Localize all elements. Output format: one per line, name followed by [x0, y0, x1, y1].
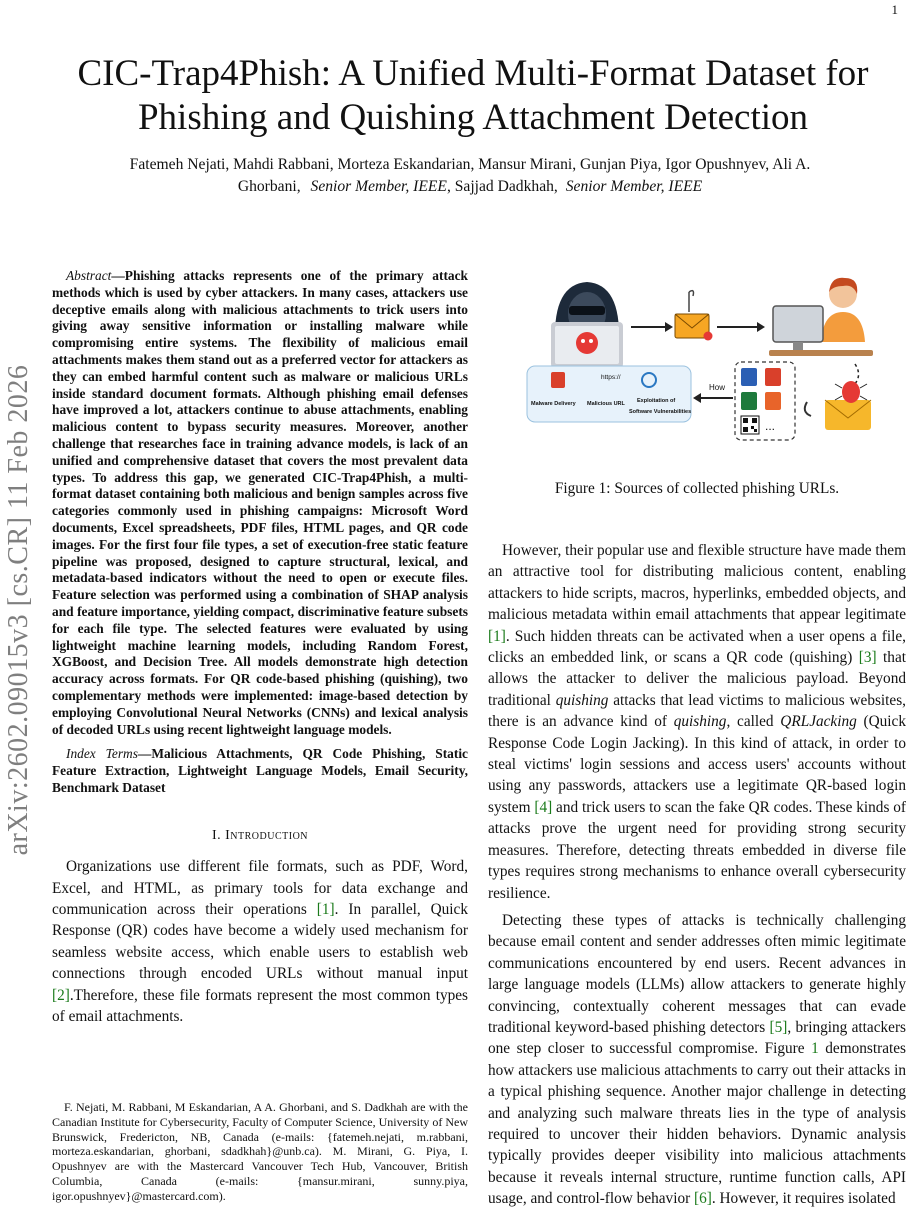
pdf-file-icon	[765, 368, 781, 386]
citation-link[interactable]: [1]	[488, 627, 506, 645]
user-at-computer-icon	[769, 278, 873, 356]
author-role: Senior Member, IEEE	[310, 178, 447, 195]
figure-phishing-sequence	[525, 272, 885, 444]
box-label: Malware Delivery	[531, 401, 576, 407]
intro-paragraph: Organizations use different file formats, such as PDF, Word, Excel, and HTML, as primary tools for data exchange and communication across their operations [1]. In parallel, Quick Response (QR) codes have become a widely used mechanism for seamless website access, which enable users to establish web connections through encoded URLs without manual input [2].Therefore, these file formats represent the most common types of email attachments.	[52, 858, 468, 1025]
abstract	[52, 268, 468, 738]
email-envelope-icon	[675, 291, 713, 341]
malware-file-icon	[551, 372, 565, 388]
figure-caption: Figure 1: Sources of collected phishing URLs.	[554, 480, 840, 497]
arxiv-identifier-text: arXiv:2602.09015v3 [cs.CR] 11 Feb 2026	[3, 364, 34, 856]
author-line-1: Fatemeh Nejati, Mahdi Rabbani, Morteza Eskandarian, Mansur Mirani, Gunjan Piya, Igor Opushnyev, Ali A.	[129, 156, 811, 173]
box-label: Exploitation of	[637, 398, 676, 404]
infected-email-icon	[825, 381, 871, 430]
index-terms-label: Index Terms	[66, 746, 138, 762]
right-column	[488, 540, 906, 1210]
box-label: Software Vulnerabilities	[629, 409, 692, 415]
paperclip-icon	[805, 402, 811, 416]
arrow-head	[665, 322, 673, 332]
url-glyph: https://	[601, 374, 621, 381]
left-column	[52, 268, 468, 1027]
index-terms-text: —Malicious Attachments, QR Code Phishing, Static Feature Extraction, Lightweight Language Models, Email Security, Benchmark Dataset	[52, 746, 469, 795]
arxiv-identifier	[2, 320, 36, 900]
excel-file-icon	[741, 392, 757, 410]
arrow-head	[757, 322, 765, 332]
abstract-text: —Phishing attacks represents one of the primary attack methods which is used by cyber attackers. In many cases, attackers use deceptive emails along with malicious attachments to trick users into giving away sensitive information or installing malware while compromising entire systems. The flexibility of malicious email attachments makes them stand out as a preferred vector for attackers as they can embed harmful content such as malware or malicious URLs inside standard document formats. Although phishing email defenses have improved a lot, attackers continue to abuse attachments, enabling malicious content to bypass security measures. Moreover, another challenge that researches face in training advance models, is lack of an unified and comprehensive dataset that covers the most prevalent data types. To address this gap, we generated CIC-Trap4Phish, a multi-format dataset containing both malicious and benign samples across five categories commonly used in phishing campaigns: Microsoft Word documents, Excel spreadsheets, PDF files, HTML pages, and QR code images. For the first four file types, a set of execution-free static feature pipeline was proposed, designed to capture structural, lexical, and metadata-based indicators without the need to open or execute files. Feature selection was performed using a combination of SHAP analysis and feature importance, yielding compact, discriminative feature subsets for each file type. The selected features were evaluated by using lightweight machine learning models, including Random Forest, XGBoost, and Decision Tree. All models demonstrate high detection accuracy across formats. For QR code-based phishing (quishing), two complementary methods were implemented: image-based detection by employing Convolutional Neural Networks (CNNs) and lexical analysis of decoded URLs using recent lightweight language models.	[52, 268, 468, 737]
author-affiliation-footnote: F. Nejati, M. Rabbani, M Eskandarian, A A. Ghorbani, and S. Dadkhah are with the Canadian Institute for Cybersecurity, Faculty of Computer Science, University of New Brunswick, Fredericton, NB, Canada (e-mails: {fatemeh.nejati, m.rabbani, morteza.eskandarian, ghorbani, sdadkhah}@unb.ca). M. Mirani, G. Piya, I. Opushnyev are with the Mastercard Vancouver Tech Hub, Vancouver, British Columbia, Canada (e-mails: {mansur.mirani, sunny.piya, igor.opushnyev}@mastercard.com).	[52, 1100, 468, 1203]
body-paragraph: However, their popular use and flexible structure have made them an attractive tool for distributing malicious content, enabling attackers to hide scripts, macros, hyperlinks, embedded objects, and malicious metadata within email attachments that appear legitimate [1]. Such hidden threats can be activated when a user opens a file, clicks an embedded link, or scans a QR code (quishing) [3] that allows the attacker to deliver the malicious payload. Beyond traditional quishing attacks that lead victims to malicious websites, there is an advance kind of quishing, called QRLJacking (Quick Response Code Login Jacking). In this kind of attack, in order to steal victims' login sessions and access users' accounts without using any passwords, attackers use a legitimate QR-based login system [4] and trick users to scan the fake QR codes. These kinds of attacks prove the urgent need for providing strong security measures. Therefore, detecting threats embedded in diverse file types requires strong mechanisms to enhance overall cybersecurity resilience.	[488, 542, 906, 902]
author-list	[52, 154, 888, 198]
word-file-icon	[741, 368, 757, 386]
section-heading: I. Introduction	[211, 827, 309, 843]
paper-title: CIC-Trap4Phish: A Unified Multi-Format Dataset for Phishing and Quishing Attachment Detection	[77, 53, 869, 138]
box-label: Malicious URL	[587, 401, 625, 407]
hacker-icon	[545, 282, 629, 374]
citation-link[interactable]: [2]	[52, 986, 70, 1004]
citation-link[interactable]: [5]	[769, 1018, 788, 1036]
body-paragraph: Detecting these types of attacks is technically challenging because email content and sender addresses often mimic legitimate communications encountered by end users. Recent advances in large language models (LLMs) allow attackers to generate highly convincing, contextually coherent messages that can evade traditional keyword-based phishing detectors [5], bringing attackers one step closer to successful compromise. Figure 1 demonstrates how attackers use malicious attachments to carry out their attacks in a typical phishing sequence. Another major challenge in detecting and analyzing such malware threats lies in the type of analysis required to uncover their hidden behaviors. Dynamic analysis typically provides deeper visibility into malicious attachments because it reveals internal structure, runtime function calls, API usage, and control-flow behavior [6]. However, it requires isolated	[488, 911, 906, 1208]
citation-link[interactable]: [1]	[316, 900, 335, 918]
section-title: Introduction	[225, 827, 309, 843]
arrow-head	[693, 393, 701, 403]
qr-code-icon	[741, 416, 759, 434]
abstract-label: Abstract	[66, 268, 112, 283]
figure-ref-link[interactable]: 1	[811, 1040, 819, 1058]
author-role: Senior Member, IEEE	[565, 178, 703, 195]
figure-illustration	[525, 272, 885, 444]
citation-link[interactable]: [6]	[694, 1190, 712, 1208]
author-line-2: Ghorbani, Senior Member, IEEE, Sajjad Dadkhah, Senior Member, IEEE	[237, 178, 703, 195]
html-file-icon	[765, 392, 781, 410]
ellipsis: ...	[765, 419, 776, 433]
page-number: 1	[891, 2, 898, 17]
citation-link[interactable]: [4]	[534, 798, 553, 816]
citation-link[interactable]: [3]	[858, 649, 877, 667]
index-terms	[52, 746, 468, 796]
how-label: How	[709, 383, 726, 392]
